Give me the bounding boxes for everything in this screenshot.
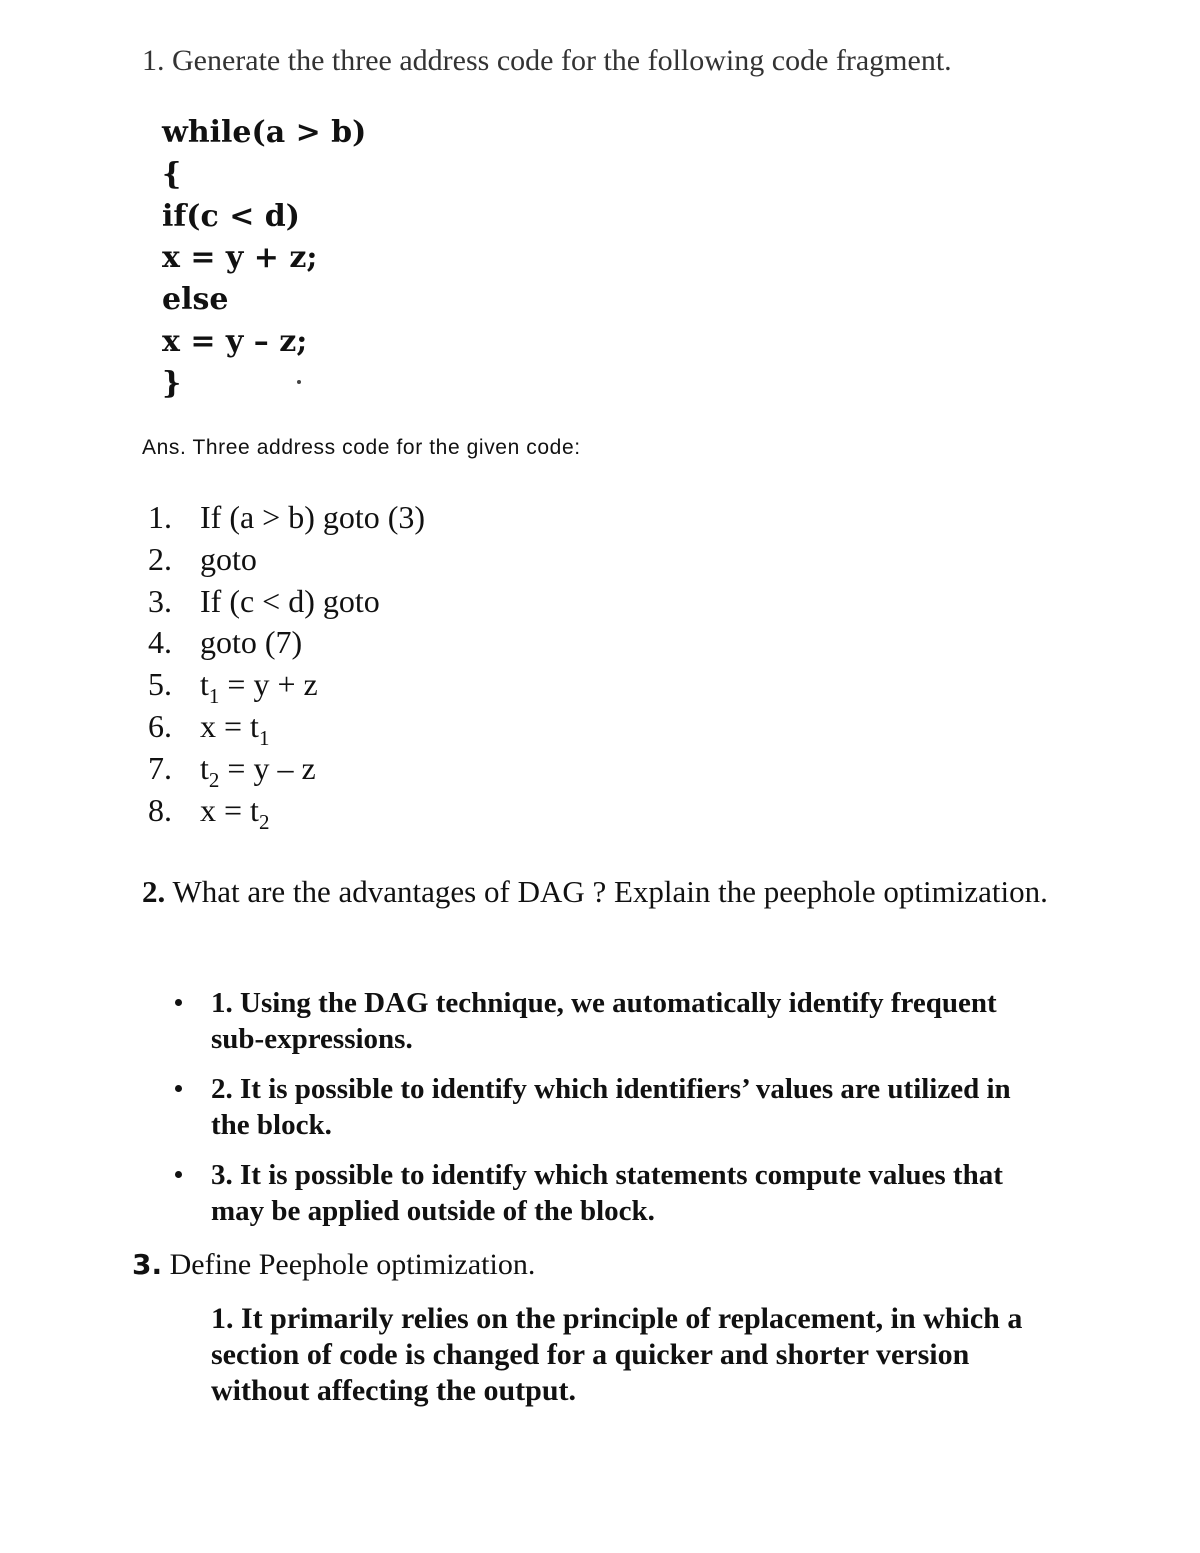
code-line: { (162, 156, 182, 192)
tac-subscript: 2 (258, 809, 270, 834)
question-2-heading (142, 873, 1048, 910)
bullet-icon (175, 1085, 182, 1092)
tac-subscript: 1 (258, 725, 270, 750)
tac-line-text: If (c < d) goto (200, 582, 380, 619)
tac-line-number: 5. (148, 666, 172, 703)
question-1-heading: 1. Generate the three address code for the following code fragment. (142, 44, 952, 77)
list-item (170, 1071, 1041, 1143)
tac-line-number: 1. (148, 499, 172, 535)
tac-line-text: t (200, 666, 209, 703)
code-line: x = y + z; (162, 240, 318, 276)
answer-intro: Ans. Three address code for the given code: (142, 436, 581, 459)
tac-line-number: 3. (148, 582, 172, 619)
bullet-icon (175, 1171, 182, 1178)
tac-subscript: 1 (208, 684, 220, 709)
code-line: x = y – z; (162, 323, 308, 359)
tac-line-number: 6. (148, 707, 172, 744)
tac-line-text: x = t (200, 791, 259, 828)
tac-line (148, 497, 425, 539)
tac-line (148, 581, 425, 623)
code-fragment (162, 112, 366, 405)
tac-subscript: 2 (208, 767, 220, 792)
tac-line (148, 790, 425, 832)
list-item (170, 1157, 1041, 1229)
code-line: else (162, 282, 229, 318)
tac-line (148, 664, 425, 709)
tac-line-number: 8. (148, 791, 172, 828)
list-item-text: 3. It is possible to identify which statements compute values that may be applied outside of the block. (211, 1159, 1003, 1227)
question-3-text: Define Peephole optimization. (162, 1248, 536, 1281)
tac-line (148, 539, 425, 581)
tac-line-number: 2. (148, 540, 172, 577)
question-3-number: 3. (132, 1248, 163, 1281)
dag-advantages-list (170, 985, 1041, 1243)
question-2-number: 2. (142, 874, 166, 909)
tac-line-text: x = t (200, 707, 259, 744)
tac-line-number: 4. (148, 624, 172, 661)
tac-line (148, 622, 425, 664)
tac-line-text: t (200, 749, 209, 786)
code-line: } (162, 365, 182, 401)
tac-line-tail: = y – z (219, 749, 316, 786)
tac-line-tail: = y + z (219, 666, 318, 703)
tac-line-text: goto (200, 540, 257, 577)
list-item (170, 985, 1041, 1057)
list-item-text: 2. It is possible to identify which identifiers’ values are utilized in the block. (211, 1073, 1011, 1141)
bullet-icon (175, 999, 182, 1006)
question-2-text: What are the advantages of DAG ? Explain the peephole optimization. (165, 874, 1048, 909)
three-address-code-list (148, 497, 426, 834)
code-line: if(c < d) (162, 198, 300, 234)
code-line: while(a > b) (162, 115, 367, 150)
tac-line-number: 7. (148, 749, 172, 786)
question-3-heading (132, 1248, 535, 1282)
stray-dot (297, 380, 301, 384)
list-item-text: 1. Using the DAG technique, we automatically identify frequent sub-expressions. (211, 987, 997, 1055)
tac-line (148, 706, 425, 748)
tac-line (148, 748, 425, 790)
tac-line-text: goto (7) (200, 624, 303, 661)
question-3-answer: 1. It primarily relies on the principle of replacement, in which a section of code is changed for a quicker and shorter version without affecting the output. (211, 1302, 1023, 1407)
tac-line-text: If (a > b) goto (3) (200, 499, 426, 535)
